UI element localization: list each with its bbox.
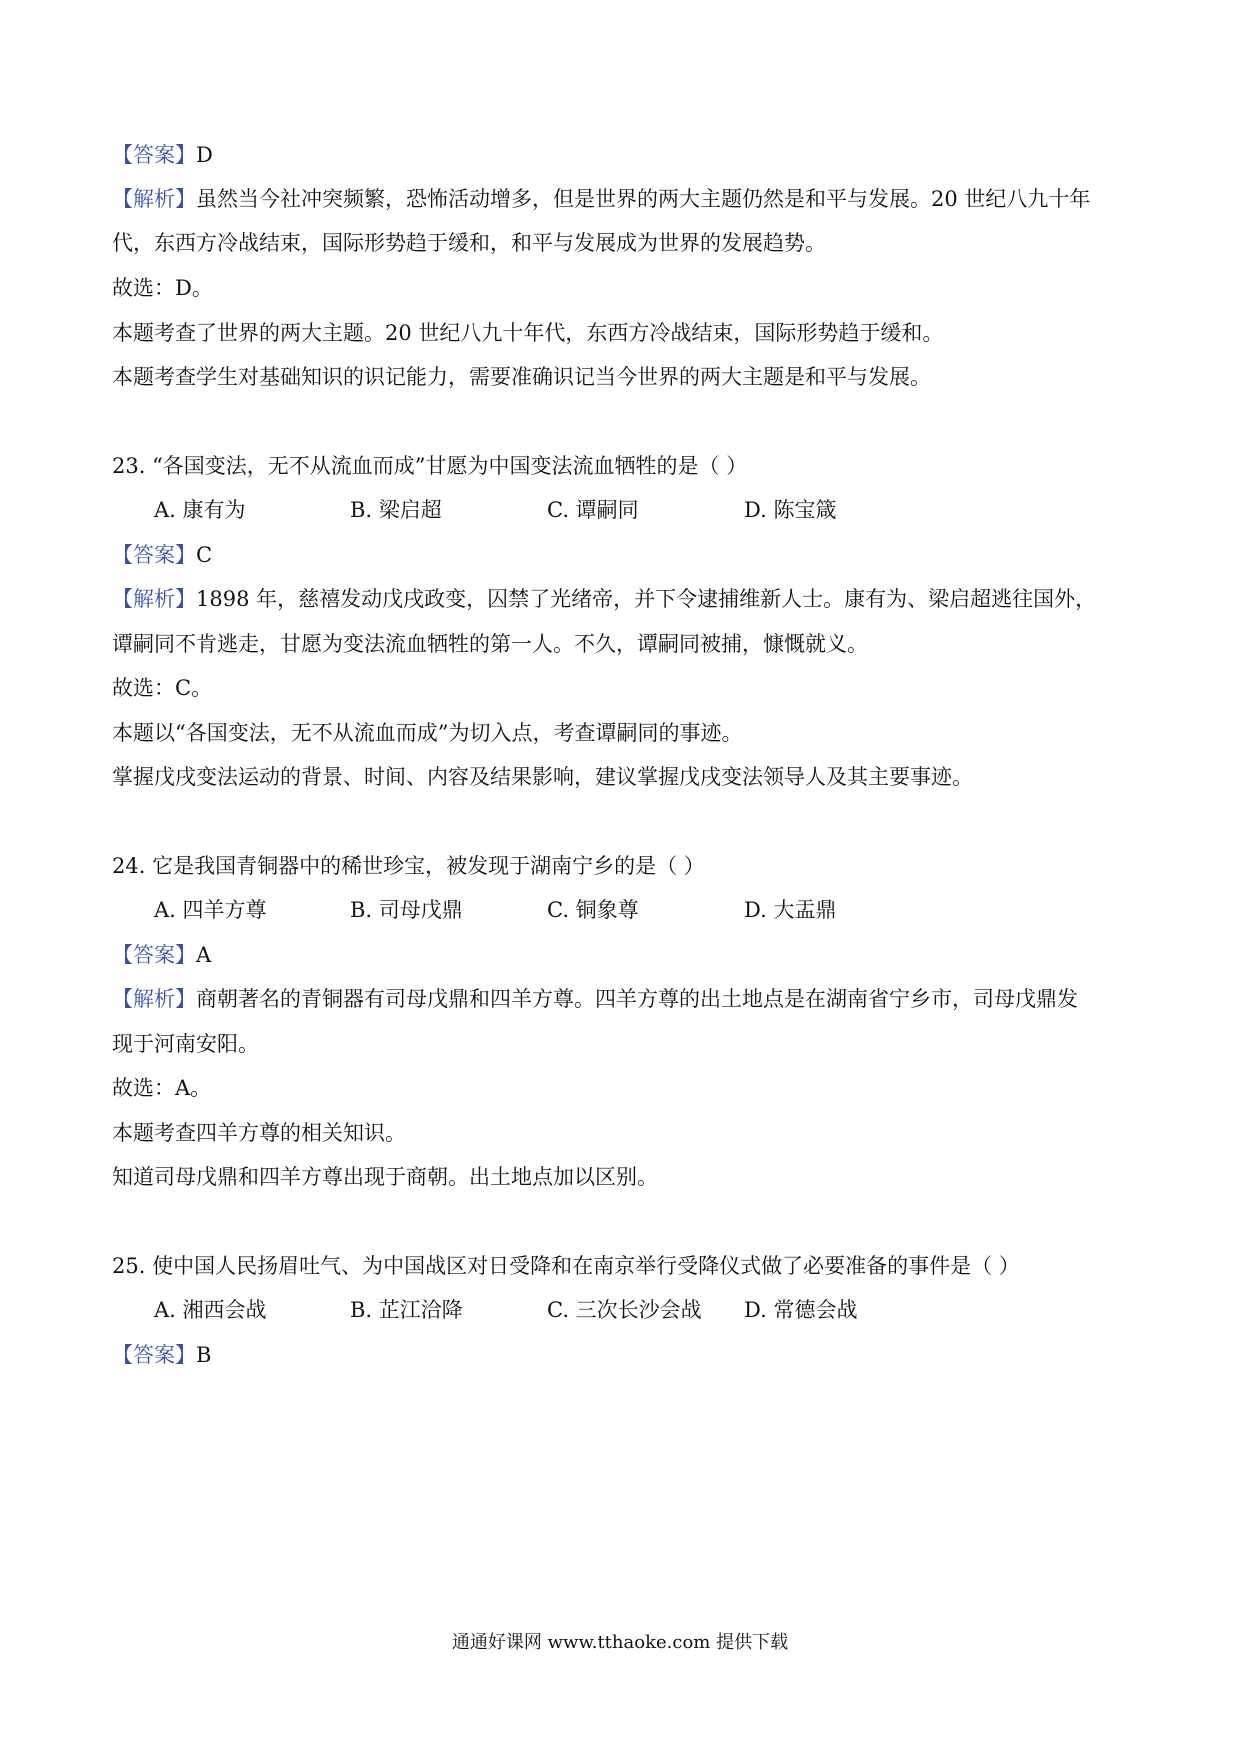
analysis-text-cont: 现于河南安阳。 [112, 1032, 259, 1056]
note-line: 知道司母戊鼎和四羊方尊出现于商朝。出土地点加以区别。 [112, 1165, 658, 1189]
analysis-label: 【解析】 [112, 587, 196, 611]
answer-value: B [196, 1343, 212, 1367]
analysis-label: 【解析】 [112, 187, 196, 211]
note-line: 本题考查四羊方尊的相关知识。 [112, 1121, 406, 1145]
analysis-label: 【解析】 [112, 987, 196, 1011]
option-b: B. 芷江洽降 [350, 1298, 463, 1322]
answer-line [112, 1340, 211, 1370]
option-a: A. 四羊方尊 [154, 898, 267, 922]
note-line: 掌握戊戌变法运动的背景、时间、内容及结果影响，建议掌握戊戌变法领导人及其主要事迹。 [112, 765, 973, 789]
analysis-line [112, 984, 1078, 1014]
option-c: C. 三次长沙会战 [547, 1298, 702, 1322]
option-b: B. 梁启超 [350, 498, 442, 522]
option-d: D. 大盂鼎 [744, 898, 837, 922]
option-d: D. 常德会战 [744, 1298, 858, 1322]
option-a: A. 湘西会战 [154, 1298, 267, 1322]
analysis-text: 1898 年，慈禧发动戊戌政变，囚禁了光绪帝，并下令逮捕维新人士。康有为、梁启超逃往国外， [196, 587, 1097, 611]
note-line: 本题考查学生对基础知识的识记能力，需要准确识记当今世界的两大主题是和平与发展。 [112, 365, 931, 389]
analysis-text: 虽然当今社冲突频繁，恐怖活动增多，但是世界的两大主题仍然是和平与发展。20 世纪八九十年 [196, 187, 1091, 211]
answer-line [112, 140, 213, 170]
analysis-line [112, 584, 1096, 614]
answer-value: A [196, 943, 212, 967]
answer-label: 【答案】 [112, 943, 196, 967]
note-line: 本题以“各国变法，无不从流血而成”为切入点，考查谭嗣同的事迹。 [112, 721, 743, 745]
analysis-text-cont: 代，东西方冷战结束，国际形势趋于缓和，和平与发展成为世界的发展趋势。 [112, 231, 826, 255]
choice-line: 故选：A。 [112, 1076, 212, 1100]
page-footer: 通通好课网 www.tthaoke.com 提供下载 [451, 1632, 789, 1653]
answer-label: 【答案】 [112, 543, 196, 567]
option-a: A. 康有为 [154, 498, 246, 522]
answer-value: C [196, 543, 213, 567]
analysis-text-cont: 谭嗣同不肯逃走，甘愿为变法流血牺牲的第一人。不久，谭嗣同被捕，慷慨就义。 [112, 632, 868, 656]
analysis-text: 商朝著名的青铜器有司母戊鼎和四羊方尊。四羊方尊的出土地点是在湖南省宁乡市，司母戊鼎发 [196, 987, 1078, 1011]
option-c: C. 铜象尊 [547, 898, 639, 922]
choice-line: 故选：C。 [112, 676, 213, 700]
question-stem: 24. 它是我国青铜器中的稀世珍宝，被发现于湖南宁乡的是（ ） [112, 854, 705, 878]
answer-label: 【答案】 [112, 143, 196, 167]
analysis-line [112, 184, 1090, 214]
note-line: 本题考查了世界的两大主题。20 世纪八九十年代，东西方冷战结束，国际形势趋于缓和。 [112, 321, 944, 345]
question-stem: 23. “各国变法，无不从流血而成”甘愿为中国变法流血牺牲的是（ ） [112, 454, 748, 478]
answer-value: D [196, 143, 213, 167]
option-c: C. 谭嗣同 [547, 498, 639, 522]
answer-line [112, 940, 211, 970]
question-stem: 25. 使中国人民扬眉吐气、为中国战区对日受降和在南京举行受降仪式做了必要准备的事件是（ ） [112, 1254, 1020, 1278]
answer-label: 【答案】 [112, 1343, 196, 1367]
option-b: B. 司母戊鼎 [350, 898, 463, 922]
option-d: D. 陈宝箴 [744, 498, 837, 522]
choice-line: 故选：D。 [112, 276, 213, 300]
answer-line [112, 540, 212, 570]
